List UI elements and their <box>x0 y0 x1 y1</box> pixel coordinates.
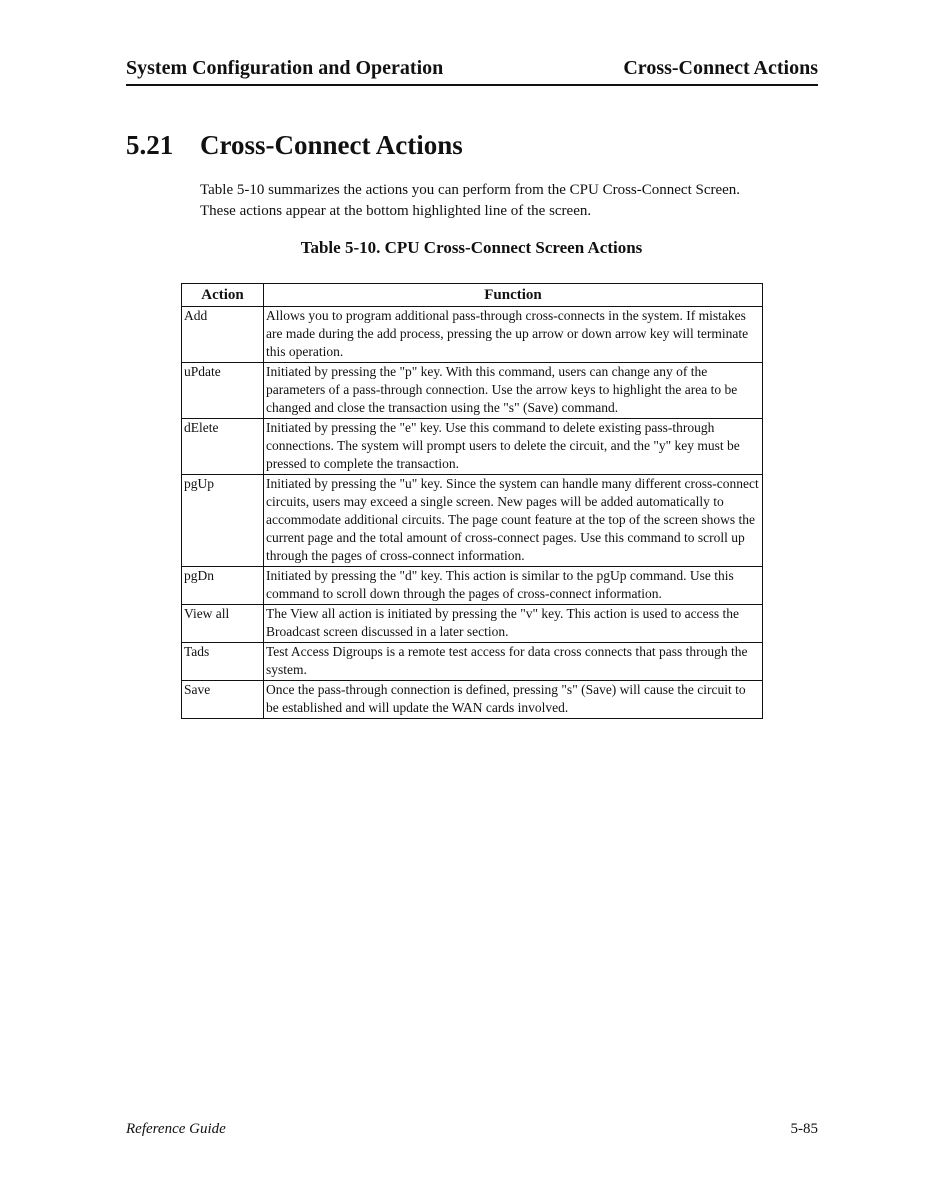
function-cell: The View all action is initiated by pressing the "v" key. This action is used to access the Broadcast screen discussed in a later section. <box>264 605 763 643</box>
section-title: Cross-Connect Actions <box>200 130 463 160</box>
intro-line-2: These actions appear at the bottom highlighted line of the screen. <box>200 203 592 219</box>
action-cell: dElete <box>182 419 264 475</box>
intro-paragraph <box>200 180 820 222</box>
function-cell: Initiated by pressing the "p" key. With this command, users can change any of the parameters of a pass-through connection. Use the arrow keys to highlight the area to be changed and close the transaction using the "s" (Save) command. <box>264 363 763 419</box>
action-cell: pgDn <box>182 567 264 605</box>
section-heading <box>126 128 463 162</box>
intro-line-1: Table 5-10 summarizes the actions you can perform from the CPU Cross-Connect Screen. <box>200 182 741 198</box>
table-row <box>182 307 763 363</box>
running-header <box>126 56 818 86</box>
function-cell: Initiated by pressing the "e" key. Use this command to delete existing pass-through connections. The system will prompt users to delete the circuit, and the "y" key must be pressed to complete the transaction. <box>264 419 763 475</box>
function-cell: Initiated by pressing the "u" key. Since the system can handle many different cross-connect circuits, users may exceed a single screen. New pages will be added automatically to accommodate additional circuits. The page count feature at the top of the screen shows the current page and the total amount of cross-connect pages. Use this command to scroll up through the pages of cross-connect information. <box>264 475 763 567</box>
column-header-action: Action <box>182 284 264 307</box>
header-chapter-title: System Configuration and Operation <box>126 57 444 79</box>
table-caption: Table 5-10. CPU Cross-Connect Screen Actions <box>300 238 643 257</box>
action-cell: uPdate <box>182 363 264 419</box>
section-number: 5.21 <box>126 130 174 160</box>
table-row <box>182 681 763 719</box>
table-row <box>182 475 763 567</box>
action-cell: Tads <box>182 643 264 681</box>
table-row <box>182 567 763 605</box>
footer-page-number: 5-85 <box>790 1121 818 1137</box>
table-header-row <box>182 284 763 307</box>
actions-table <box>181 283 763 719</box>
action-cell: pgUp <box>182 475 264 567</box>
table-row <box>182 605 763 643</box>
function-cell: Test Access Digroups is a remote test access for data cross connects that pass through the system. <box>264 643 763 681</box>
action-cell: Save <box>182 681 264 719</box>
action-cell: Add <box>182 307 264 363</box>
function-cell: Allows you to program additional pass-through cross-connects in the system. If mistakes are made during the add process, pressing the up arrow or down arrow key will terminate this operation. <box>264 307 763 363</box>
table-row <box>182 643 763 681</box>
function-cell: Once the pass-through connection is defined, pressing "s" (Save) will cause the circuit to be established and will update the WAN cards involved. <box>264 681 763 719</box>
header-section-title: Cross-Connect Actions <box>623 57 818 79</box>
footer-document-title: Reference Guide <box>126 1121 226 1137</box>
table-row <box>182 419 763 475</box>
function-cell: Initiated by pressing the "d" key. This action is similar to the pgUp command. Use this command to scroll down through the pages of cross-connect information. <box>264 567 763 605</box>
action-cell: View all <box>182 605 264 643</box>
table-row <box>182 363 763 419</box>
column-header-function: Function <box>264 284 763 307</box>
